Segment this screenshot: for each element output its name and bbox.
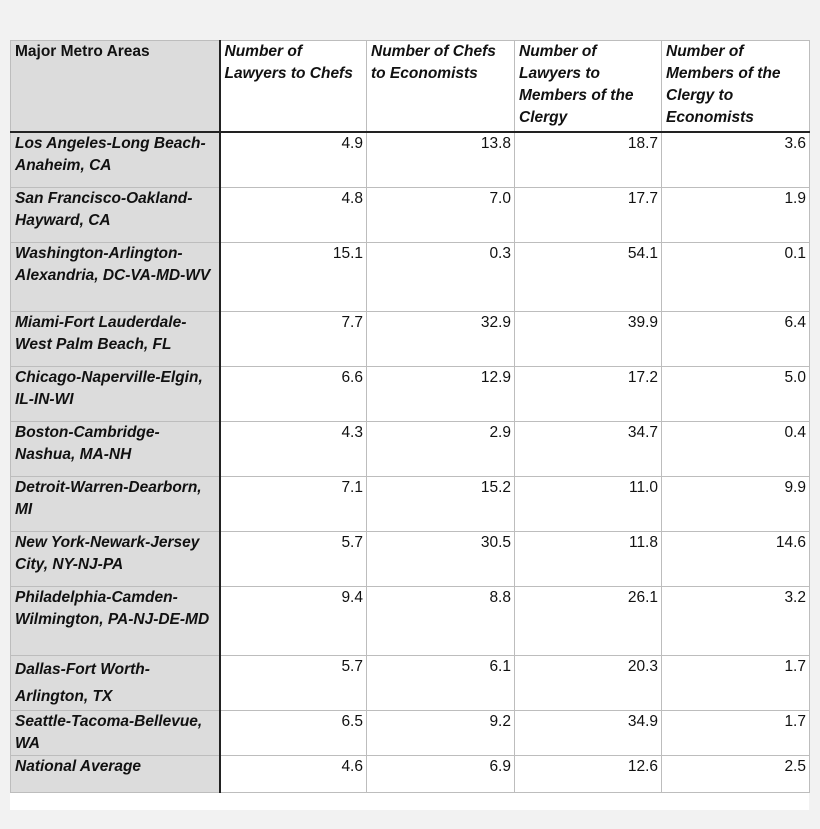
value-clergy-to-economists: 0.1 bbox=[662, 243, 810, 312]
value-lawyers-to-chefs: 4.8 bbox=[220, 188, 367, 243]
value-chefs-to-economists: 15.2 bbox=[367, 477, 515, 532]
value-chefs-to-economists: 9.2 bbox=[367, 711, 515, 756]
value-lawyers-to-clergy: 11.0 bbox=[515, 477, 662, 532]
value-clergy-to-economists: 9.9 bbox=[662, 477, 810, 532]
table-row-national-average bbox=[11, 756, 810, 793]
value-lawyers-to-chefs: 4.3 bbox=[220, 422, 367, 477]
header-lawyers-to-clergy: Number of Lawyers to Members of the Clergy bbox=[515, 41, 662, 133]
value-clergy-to-economists: 1.9 bbox=[662, 188, 810, 243]
value-clergy-to-economists: 14.6 bbox=[662, 532, 810, 587]
value-lawyers-to-chefs: 5.7 bbox=[220, 656, 367, 711]
value-lawyers-to-chefs: 6.6 bbox=[220, 367, 367, 422]
value-chefs-to-economists: 8.8 bbox=[367, 587, 515, 656]
value-lawyers-to-clergy: 18.7 bbox=[515, 132, 662, 188]
value-clergy-to-economists: 6.4 bbox=[662, 312, 810, 367]
value-lawyers-to-clergy: 20.3 bbox=[515, 656, 662, 711]
value-lawyers-to-clergy: 39.9 bbox=[515, 312, 662, 367]
value-lawyers-to-clergy: 12.6 bbox=[515, 756, 662, 793]
value-lawyers-to-clergy: 17.2 bbox=[515, 367, 662, 422]
header-clergy-to-economists: Number of Members of the Clergy to Economists bbox=[662, 41, 810, 133]
value-clergy-to-economists: 5.0 bbox=[662, 367, 810, 422]
table-row bbox=[11, 367, 810, 422]
metro-name: National Average bbox=[11, 756, 220, 793]
value-chefs-to-economists: 30.5 bbox=[367, 532, 515, 587]
value-chefs-to-economists: 12.9 bbox=[367, 367, 515, 422]
metro-name: New York-Newark-Jersey City, NY-NJ-PA bbox=[11, 532, 220, 587]
table-row bbox=[11, 477, 810, 532]
metro-name: Miami-Fort Lauderdale-West Palm Beach, FL bbox=[11, 312, 220, 367]
value-chefs-to-economists: 32.9 bbox=[367, 312, 515, 367]
value-chefs-to-economists: 7.0 bbox=[367, 188, 515, 243]
value-lawyers-to-clergy: 26.1 bbox=[515, 587, 662, 656]
table-row bbox=[11, 132, 810, 188]
header-chefs-to-economists: Number of Chefs to Economists bbox=[367, 41, 515, 133]
header-row bbox=[11, 41, 810, 133]
value-lawyers-to-clergy: 34.7 bbox=[515, 422, 662, 477]
table-row bbox=[11, 532, 810, 587]
value-clergy-to-economists: 1.7 bbox=[662, 711, 810, 756]
value-chefs-to-economists: 13.8 bbox=[367, 132, 515, 188]
value-chefs-to-economists: 6.9 bbox=[367, 756, 515, 793]
table-row bbox=[11, 188, 810, 243]
metro-name: Chicago-Naperville-Elgin, IL-IN-WI bbox=[11, 367, 220, 422]
metro-ratio-table-container bbox=[10, 40, 809, 810]
value-clergy-to-economists: 2.5 bbox=[662, 756, 810, 793]
value-lawyers-to-chefs: 4.9 bbox=[220, 132, 367, 188]
table-row bbox=[11, 656, 810, 711]
metro-name: Philadelphia-Camden-Wilmington, PA-NJ-DE-MD bbox=[11, 587, 220, 656]
value-clergy-to-economists: 1.7 bbox=[662, 656, 810, 711]
value-lawyers-to-chefs: 15.1 bbox=[220, 243, 367, 312]
metro-name: San Francisco-Oakland-Hayward, CA bbox=[11, 188, 220, 243]
metro-name: Dallas-Fort Worth-Arlington, TX bbox=[11, 656, 220, 711]
value-lawyers-to-chefs: 7.7 bbox=[220, 312, 367, 367]
metro-name: Los Angeles-Long Beach-Anaheim, CA bbox=[11, 132, 220, 188]
value-chefs-to-economists: 0.3 bbox=[367, 243, 515, 312]
value-lawyers-to-clergy: 11.8 bbox=[515, 532, 662, 587]
value-lawyers-to-chefs: 7.1 bbox=[220, 477, 367, 532]
value-lawyers-to-chefs: 6.5 bbox=[220, 711, 367, 756]
header-lawyers-to-chefs: Number of Lawyers to Chefs bbox=[220, 41, 367, 133]
value-chefs-to-economists: 2.9 bbox=[367, 422, 515, 477]
metro-name: Boston-Cambridge-Nashua, MA-NH bbox=[11, 422, 220, 477]
metro-name: Washington-Arlington-Alexandria, DC-VA-MD-WV bbox=[11, 243, 220, 312]
table-row bbox=[11, 587, 810, 656]
metro-name: Seattle-Tacoma-Bellevue, WA bbox=[11, 711, 220, 756]
value-lawyers-to-clergy: 34.9 bbox=[515, 711, 662, 756]
value-clergy-to-economists: 3.6 bbox=[662, 132, 810, 188]
value-lawyers-to-clergy: 17.7 bbox=[515, 188, 662, 243]
table-row bbox=[11, 312, 810, 367]
metro-ratio-table bbox=[10, 40, 810, 793]
header-metro-areas: Major Metro Areas bbox=[11, 41, 220, 133]
value-clergy-to-economists: 0.4 bbox=[662, 422, 810, 477]
table-row bbox=[11, 243, 810, 312]
table-row bbox=[11, 422, 810, 477]
value-clergy-to-economists: 3.2 bbox=[662, 587, 810, 656]
table-row bbox=[11, 711, 810, 756]
value-chefs-to-economists: 6.1 bbox=[367, 656, 515, 711]
value-lawyers-to-clergy: 54.1 bbox=[515, 243, 662, 312]
metro-name: Detroit-Warren-Dearborn, MI bbox=[11, 477, 220, 532]
value-lawyers-to-chefs: 9.4 bbox=[220, 587, 367, 656]
value-lawyers-to-chefs: 5.7 bbox=[220, 532, 367, 587]
value-lawyers-to-chefs: 4.6 bbox=[220, 756, 367, 793]
